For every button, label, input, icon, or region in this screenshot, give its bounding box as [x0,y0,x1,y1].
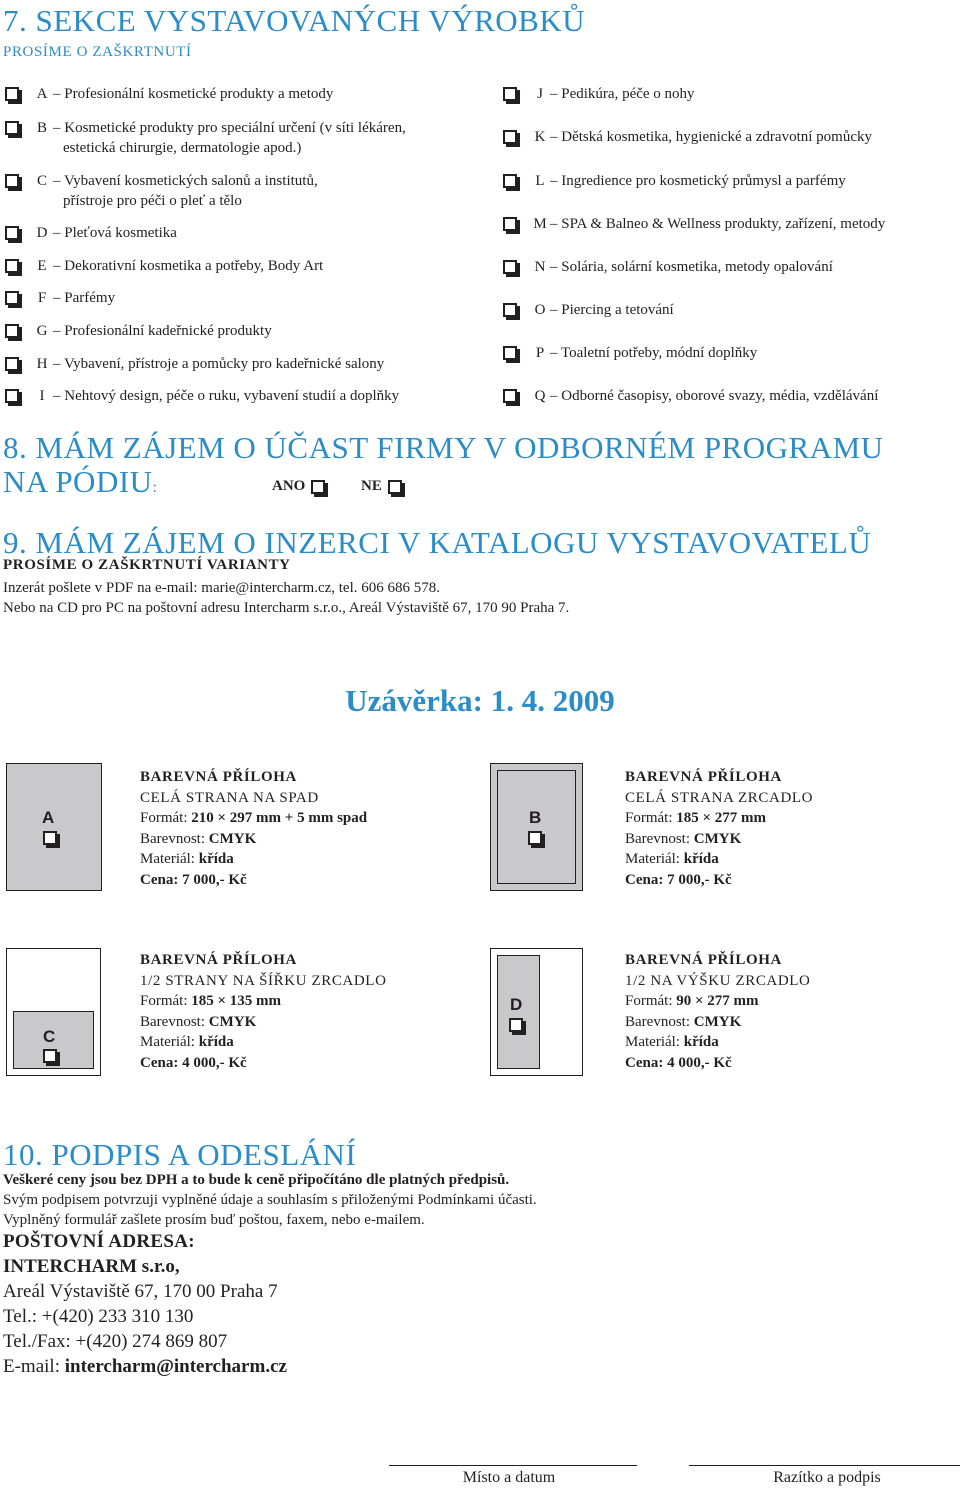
section-8-title: 8. MÁM ZÁJEM O ÚČAST FIRMY V ODBORNÉM PROGRAMU [3,430,884,465]
checkbox-icon[interactable] [503,130,517,144]
category-label: – Profesionální kosmetické produkty a metody [53,86,334,102]
ad-format: Formát: 185 × 135 mm [140,993,282,1009]
ad-price: Cena: 7 000,- Kč [625,871,732,888]
ad-a-checkbox-icon[interactable] [43,831,57,845]
checkbox-icon[interactable] [5,389,19,403]
ad-material: Materiál: křída [625,1034,719,1050]
category-label: – Vybavení, přístroje a pomůcky pro kadeřnické salony [53,356,385,372]
category-letter: E [37,258,47,274]
section-10-title: 10. PODPIS A ODESLÁNÍ [3,1137,357,1172]
send-note: Vyplněný formulář zašlete prosím buď poštou, faxem, nebo e-mailem. [3,1212,425,1228]
ad-material: Materiál: křída [140,851,234,867]
consent-note: Svým podpisem potvrzuji vyplněné údaje a souhlasím s přiloženými Podmínkami účasti. [3,1192,537,1208]
ad-letter: C [43,1027,56,1046]
ad-price: Cena: 7 000,- Kč [140,871,247,888]
checkbox-icon[interactable] [503,346,517,360]
company-name: INTERCHARM s.r.o, [3,1256,180,1277]
no-label: NE [361,478,382,494]
section-9-line-2: Nebo na CD pro PC na poštovní adresu Intercharm s.r.o., Areál Výstaviště 67, 170 90 Praha 7. [3,600,570,616]
category-letter: O [534,302,546,318]
checkbox-icon[interactable] [503,174,517,188]
ad-title: BAREVNÁ PŘÍLOHA [625,769,782,785]
category-letter: B [36,120,47,136]
category-label: – Ingredience pro kosmetický průmysl a parfémy [550,173,846,189]
checkbox-icon[interactable] [503,260,517,274]
company-address: Areál Výstaviště 67, 170 00 Praha 7 [3,1281,278,1302]
company-fax: Tel./Fax: +(420) 274 869 807 [3,1331,228,1352]
section-9-title: 9. MÁM ZÁJEM O INZERCI V KATALOGU VYSTAVOVATELŮ [3,525,872,560]
stamp-signature-line[interactable] [689,1465,960,1466]
ad-title: BAREVNÁ PŘÍLOHA [625,952,782,968]
section-9-line-1: Inzerát pošlete v PDF na e-mail: marie@intercharm.cz, tel. 606 686 578. [3,580,441,596]
yes-option[interactable] [272,478,325,495]
company-email [3,1356,287,1378]
category-letter: F [37,290,47,306]
ad-subtitle: 1/2 STRANY NA ŠÍŘKU ZRCADLO [140,972,387,989]
ad-letter: A [42,808,55,827]
email-value[interactable]: intercharm@intercharm.cz [64,1356,287,1377]
section-8-title-text: NA PÓDIU [3,464,153,499]
category-label: – Odborné časopisy, oborové svazy, média, vzdělávání [550,388,879,404]
category-label: – Pedikúra, péče o nohy [550,86,695,102]
ad-format: Formát: 90 × 277 mm [625,993,759,1009]
checkbox-icon[interactable] [5,291,19,305]
ad-c-checkbox-icon[interactable] [43,1049,57,1063]
ad-c-details [140,950,387,1073]
checkbox-icon[interactable] [5,174,19,188]
no-option[interactable] [361,478,402,495]
ad-subtitle: 1/2 NA VÝŠKU ZRCADLO [625,972,811,989]
yes-label: ANO [272,478,306,494]
ad-b-details [625,767,813,890]
place-date-label: Místo a datum [462,1469,556,1486]
checkbox-icon[interactable] [5,87,19,101]
ad-color: Barevnost: CMYK [625,1013,742,1030]
category-letter: C [36,173,47,189]
category-letter: I [39,388,45,404]
category-letter: P [535,345,545,361]
ad-subtitle: CELÁ STRANA NA SPAD [140,789,319,806]
category-label-line2: přístroje pro péči o pleť a tělo [63,193,242,209]
ad-d-thumbnail[interactable] [490,948,583,1076]
category-label: – Kosmetické produkty pro speciální určení (v síti lékáren, [53,120,406,136]
category-letter: H [36,356,48,372]
category-label: – Vybavení kosmetických salonů a institutů, [53,173,318,189]
ad-d-checkbox-icon[interactable] [509,1018,523,1032]
category-label: – Pleťová kosmetika [53,225,177,241]
category-label: – Dekorativní kosmetika a potřeby, Body Art [53,258,324,274]
ad-subtitle: CELÁ STRANA ZRCADLO [625,789,814,806]
category-letter: M [533,216,547,232]
category-letter: L [535,173,545,189]
ad-letter: D [510,995,523,1014]
checkbox-icon[interactable] [503,303,517,317]
ad-price: Cena: 4 000,- Kč [140,1054,247,1071]
checkbox-icon[interactable] [503,87,517,101]
ad-c-thumbnail[interactable] [6,948,101,1076]
category-letter: N [534,259,546,275]
category-label: – Nehtový design, péče o ruku, vybavení studií a doplňky [53,388,400,404]
category-label: – Toaletní potřeby, módní doplňky [550,345,758,361]
postal-heading: POŠTOVNÍ ADRESA: [3,1231,195,1252]
ad-a-thumbnail[interactable] [6,763,102,891]
section-9-subtitle: PROSÍME O ZAŠKRTNUTÍ VARIANTY [3,557,291,573]
checkbox-icon[interactable] [503,389,517,403]
category-label-line2: estetická chirurgie, dermatologie apod.) [63,140,302,156]
ad-price: Cena: 4 000,- Kč [625,1054,732,1071]
place-date-line[interactable] [389,1465,637,1466]
ad-b-thumbnail[interactable] [490,763,583,891]
category-letter: K [534,129,546,145]
ad-material: Materiál: křída [140,1034,234,1050]
category-label: – Profesionální kadeřnické produkty [53,323,272,339]
category-letter: J [537,86,543,102]
email-label: E-mail: [3,1356,65,1377]
no-checkbox-icon[interactable] [388,480,402,494]
ad-d-details [625,950,811,1073]
ad-format: Formát: 210 × 297 mm + 5 mm spad [140,810,368,826]
ad-material: Materiál: křída [625,851,719,867]
ad-format: Formát: 185 × 277 mm [625,810,767,826]
category-letter: D [36,225,48,241]
deadline: Uzávěrka: 1. 4. 2009 [345,683,615,718]
checkbox-icon[interactable] [503,217,517,231]
ad-color: Barevnost: CMYK [140,1013,257,1030]
company-phone: Tel.: +(420) 233 310 130 [3,1306,194,1327]
checkbox-icon[interactable] [5,121,19,135]
category-label: – Solária, solární kosmetika, metody opalování [550,259,833,275]
section-7-title: 7. SEKCE VYSTAVOVANÝCH VÝROBKŮ [3,3,586,38]
category-label: – Dětská kosmetika, hygienické a zdravotní pomůcky [550,129,872,145]
section-8-colon: : [152,479,157,496]
ad-title: BAREVNÁ PŘÍLOHA [140,952,297,968]
category-label: – SPA & Balneo & Wellness produkty, zařízení, metody [550,216,886,232]
category-label: – Piercing a tetování [550,302,674,318]
category-letter: G [36,323,48,339]
ad-letter: B [529,808,542,827]
yes-checkbox-icon[interactable] [311,480,325,494]
ad-title: BAREVNÁ PŘÍLOHA [140,769,297,785]
checkbox-icon[interactable] [5,324,19,338]
category-letter: Q [534,388,546,404]
section-8-title-line2 [3,465,157,499]
ad-b-checkbox-icon[interactable] [528,831,542,845]
checkbox-icon[interactable] [5,357,19,371]
checkbox-icon[interactable] [5,226,19,240]
checkbox-icon[interactable] [5,259,19,273]
ad-a-details [140,767,367,890]
stamp-signature-label: Razítko a podpis [773,1469,881,1486]
category-label: – Parfémy [53,290,116,306]
section-7-subtitle: PROSÍME O ZAŠKRTNUTÍ [3,44,192,60]
price-note: Veškeré ceny jsou bez DPH a to bude k ceně připočítáno dle platných předpisů. [3,1172,510,1188]
category-letter: A [36,86,48,102]
ad-color: Barevnost: CMYK [625,830,742,847]
ad-color: Barevnost: CMYK [140,830,257,847]
